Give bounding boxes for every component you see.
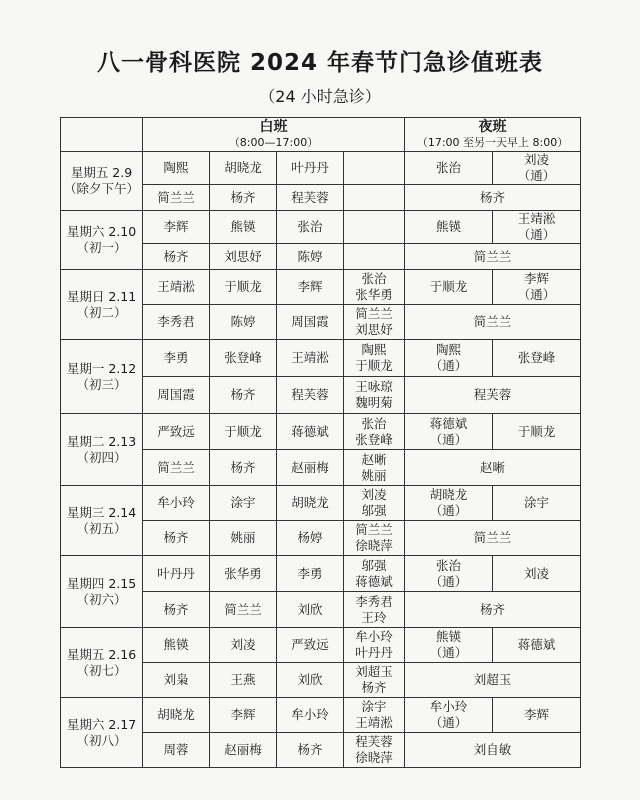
night-shift-cell-text: 张治 (436, 160, 462, 175)
day-shift-cell (210, 486, 277, 521)
night-shift-cell-text: （通） (429, 715, 468, 730)
date-cell-text: （初七） (76, 662, 127, 678)
schedule-row-top (61, 211, 581, 244)
date-cell-text: （初一） (76, 240, 127, 255)
night-shift-cell (493, 211, 581, 244)
day-shift-cell-text: 于顺龙 (355, 358, 393, 373)
day-shift-cell (143, 244, 210, 270)
day-shift-cell (143, 733, 210, 768)
night-shift-cell (493, 698, 581, 733)
night-shift-cell (493, 628, 581, 663)
night-shift-cell (405, 663, 581, 698)
day-shift-cell-text: 程芙蓉 (291, 189, 329, 205)
day-shift-hours: （8:00—17:00） (228, 135, 319, 149)
day-shift-cell (277, 244, 344, 270)
date-cell-text: 星期日 2.11 (66, 288, 137, 304)
night-shift-cell-text: （通） (517, 227, 556, 242)
date-cell-text: （初二） (76, 304, 127, 320)
day-shift-cell-text: 陶熙 (361, 342, 387, 357)
night-shift-cell-text: 蒋德斌 (429, 415, 468, 431)
day-shift-cell-text: 胡晓龙 (157, 707, 195, 722)
day-shift-cell-text: 杨齐 (230, 189, 256, 205)
day-shift-cell (143, 592, 210, 628)
schedule-row-top (61, 152, 581, 185)
night-shift-cell-text: 刘自敏 (473, 742, 512, 757)
day-shift-cell-text: 张登峰 (224, 350, 262, 365)
day-shift-cell-text: 于顺龙 (224, 423, 262, 439)
night-shift-cell (405, 556, 493, 592)
night-shift-cell-text: （通） (429, 645, 468, 660)
night-shift-cell-text: 杨齐 (480, 189, 506, 205)
day-shift-cell-text: 周蓉 (163, 742, 189, 757)
night-shift-cell (405, 628, 493, 663)
day-shift-cell-text: 牟小玲 (355, 629, 393, 644)
night-shift-cell-text: 涂宇 (524, 495, 550, 510)
night-shift-cell-text: 陶熙 (436, 342, 462, 357)
day-shift-cell-text: 杨齐 (163, 248, 189, 264)
night-shift-cell-text: 简兰兰 (473, 314, 512, 329)
day-shift-cell-text: 赵晰 (361, 451, 387, 467)
day-shift-cell-text: 杨齐 (230, 387, 256, 402)
day-shift-cell (210, 340, 277, 377)
day-shift-cell-text: 张治 (361, 271, 387, 286)
day-shift-cell (277, 270, 344, 305)
day-shift-cell-text: 涂宇 (230, 495, 256, 510)
day-shift-cell-text: 叶丹丹 (291, 160, 329, 175)
day-shift-cell (344, 663, 405, 698)
day-shift-cell-text: 徐晓萍 (355, 538, 393, 553)
night-shift-cell-text: 刘凌 (524, 565, 550, 581)
day-shift-cell (143, 698, 210, 733)
day-shift-cell (344, 211, 405, 244)
header-row (61, 118, 581, 152)
day-shift-cell (210, 377, 277, 414)
day-shift-cell-text: 刘思妤 (224, 248, 262, 264)
day-shift-cell (210, 270, 277, 305)
day-shift-cell (143, 556, 210, 592)
night-shift-cell (405, 733, 581, 768)
schedule-row-top (61, 340, 581, 377)
day-shift-cell-text: 刘思妤 (355, 322, 393, 337)
day-shift-cell (210, 305, 277, 340)
day-shift-cell-text: 张治 (361, 415, 387, 431)
date-cell-text: 星期六 2.17 (66, 716, 137, 732)
day-shift-cell (210, 556, 277, 592)
day-shift-cell (277, 152, 344, 185)
day-shift-cell-text: 赵丽梅 (224, 742, 262, 757)
day-shift-cell-text: 蒋德斌 (355, 573, 393, 589)
day-shift-cell-text: 刘欣 (297, 601, 323, 617)
day-shift-cell (143, 377, 210, 414)
day-shift-cell (277, 592, 344, 628)
day-shift-cell (344, 592, 405, 628)
day-shift-cell (143, 414, 210, 450)
day-shift-cell (344, 450, 405, 486)
day-shift-cell-text: 邬强 (361, 557, 387, 573)
day-shift-cell-text: 杨齐 (297, 742, 323, 757)
day-shift-cell (344, 244, 405, 270)
date-cell-text: （初八） (76, 732, 127, 748)
page-title: 八一骨科医院 2024 年春节门急诊值班表 (96, 50, 544, 76)
night-shift-cell (405, 185, 581, 211)
day-shift-cell (277, 305, 344, 340)
day-shift-cell-text: 李辉 (230, 707, 256, 722)
day-shift-cell (277, 556, 344, 592)
date-cell-text: （除夕下午） (63, 181, 139, 196)
day-shift-cell-text: 刘凌 (230, 637, 256, 652)
night-shift-header (405, 118, 581, 152)
day-shift-cell-text: 叶丹丹 (157, 565, 195, 581)
night-shift-cell (405, 450, 581, 486)
night-shift-cell-text: （通） (517, 287, 556, 302)
day-shift-cell (143, 305, 210, 340)
night-shift-cell-text: （通） (429, 503, 468, 518)
day-shift-cell (210, 414, 277, 450)
night-shift-cell-text: 李辉 (524, 707, 550, 722)
date-cell (61, 486, 143, 556)
day-shift-cell-text: 姚丽 (361, 467, 387, 483)
night-shift-cell (493, 414, 581, 450)
day-shift-cell-text: 严致远 (291, 637, 329, 652)
date-cell (61, 628, 143, 698)
day-shift-cell-text: 王靖淞 (355, 715, 393, 730)
date-cell (61, 270, 143, 340)
night-shift-cell-text: 于顺龙 (429, 279, 468, 294)
day-shift-cell-text: 叶丹丹 (355, 645, 393, 660)
night-shift-cell-text: 赵晰 (480, 459, 506, 475)
date-cell-text: （初五） (76, 520, 127, 536)
schedule-table (60, 117, 581, 768)
day-shift-cell-text: 王靖淞 (291, 350, 329, 365)
date-cell-text: （初三） (76, 376, 127, 392)
day-shift-cell (344, 521, 405, 556)
day-shift-cell-text: 李秀君 (157, 314, 195, 329)
day-shift-cell-text: 程芙蓉 (355, 734, 393, 749)
night-shift-cell (405, 244, 581, 270)
day-shift-cell-text: 蒋德斌 (291, 423, 329, 439)
day-shift-cell-text: 熊锳 (163, 637, 189, 652)
night-shift-cell (405, 377, 581, 414)
day-shift-cell-text: 程芙蓉 (291, 387, 329, 402)
day-shift-cell-text: 李辉 (297, 279, 323, 294)
night-shift-cell (493, 152, 581, 185)
night-shift-cell (405, 486, 493, 521)
night-shift-cell-text: （通） (517, 168, 556, 183)
day-shift-cell-text: 于顺龙 (224, 279, 262, 294)
day-shift-cell (143, 663, 210, 698)
night-shift-cell-text: 张治 (436, 557, 462, 573)
day-shift-cell-text: 周国霞 (291, 314, 329, 329)
date-cell-text: 星期一 2.12 (66, 360, 137, 376)
day-shift-cell (210, 185, 277, 211)
day-shift-cell-text: 牟小玲 (291, 707, 329, 722)
night-shift-cell-text: 简兰兰 (473, 248, 512, 264)
day-shift-cell (143, 152, 210, 185)
day-shift-cell-text: 王靖淞 (157, 279, 195, 294)
day-shift-cell (143, 628, 210, 663)
day-shift-cell-text: 杨齐 (163, 530, 189, 545)
date-cell (61, 211, 143, 270)
night-shift-cell-text: 刘凌 (524, 152, 550, 167)
night-shift-cell (405, 592, 581, 628)
day-shift-cell-text: 李辉 (163, 219, 189, 234)
day-shift-cell-text: 赵丽梅 (291, 459, 329, 475)
day-shift-cell-text: 姚丽 (230, 530, 256, 545)
night-shift-label: 夜班 (478, 118, 507, 135)
day-shift-cell-text: 简兰兰 (355, 306, 393, 321)
day-shift-cell (210, 698, 277, 733)
day-shift-cell (277, 414, 344, 450)
day-shift-cell (344, 152, 405, 185)
night-shift-cell-text: 胡晓龙 (429, 487, 468, 502)
day-shift-cell (277, 377, 344, 414)
day-shift-cell-text: 陈婷 (297, 248, 323, 264)
schedule-row-top (61, 556, 581, 592)
day-shift-cell (344, 486, 405, 521)
day-shift-cell-text: 熊锳 (230, 219, 256, 234)
day-shift-cell (344, 414, 405, 450)
day-shift-cell (344, 270, 405, 305)
day-shift-cell (210, 211, 277, 244)
night-shift-cell (493, 486, 581, 521)
day-shift-cell-text: 简兰兰 (157, 189, 195, 205)
day-shift-cell (210, 663, 277, 698)
night-shift-cell-text: 熊锳 (436, 219, 462, 234)
day-shift-cell (277, 486, 344, 521)
day-shift-cell-text: 刘欣 (297, 672, 323, 687)
day-shift-cell-text: 王燕 (230, 672, 256, 687)
day-shift-cell (344, 556, 405, 592)
day-shift-cell-text: 李秀君 (355, 593, 393, 609)
night-shift-cell (493, 340, 581, 377)
night-shift-cell-text: （通） (429, 358, 468, 373)
day-shift-cell (143, 211, 210, 244)
night-shift-cell-text: 简兰兰 (473, 530, 512, 545)
day-shift-cell (210, 152, 277, 185)
schedule-row-top (61, 698, 581, 733)
day-shift-cell-text: 刘超玉 (355, 664, 393, 679)
day-shift-cell (277, 698, 344, 733)
day-shift-cell (143, 340, 210, 377)
day-shift-cell (143, 521, 210, 556)
date-cell (61, 152, 143, 211)
night-shift-cell-text: 熊锳 (436, 629, 462, 644)
schedule-row-top (61, 486, 581, 521)
day-shift-cell-text: 杨婷 (297, 530, 323, 545)
night-shift-cell (493, 270, 581, 305)
day-shift-cell-text: 严致远 (157, 423, 195, 439)
day-shift-cell (344, 733, 405, 768)
day-shift-cell (143, 450, 210, 486)
night-shift-cell-text: 于顺龙 (517, 423, 556, 439)
date-cell (61, 556, 143, 628)
day-shift-cell-text: 杨齐 (361, 680, 387, 695)
day-shift-cell (277, 340, 344, 377)
night-shift-cell (405, 698, 493, 733)
date-cell-text: 星期四 2.15 (66, 575, 137, 591)
day-shift-cell-text: 张华勇 (224, 565, 262, 581)
night-shift-cell-text: 张登峰 (517, 350, 556, 365)
day-shift-cell-text: 胡晓龙 (224, 160, 262, 175)
day-shift-cell (210, 244, 277, 270)
day-shift-cell-text: 王咏琼 (355, 379, 393, 394)
night-shift-cell-text: 王靖淞 (517, 211, 556, 226)
day-shift-cell (277, 663, 344, 698)
date-cell-text: 星期六 2.10 (66, 224, 137, 239)
night-shift-cell (405, 211, 493, 244)
page-subtitle: （24 小时急诊） (259, 87, 381, 106)
night-shift-hours: （17:00 至另一天早上 8:00） (416, 135, 569, 149)
day-shift-cell-text: 张登峰 (355, 431, 393, 447)
day-shift-cell-text: 张治 (297, 219, 323, 234)
day-shift-cell (344, 628, 405, 663)
day-shift-header (143, 118, 405, 152)
night-shift-cell-text: 刘超玉 (473, 672, 512, 687)
day-shift-cell-text: 简兰兰 (224, 601, 262, 617)
day-shift-cell (277, 185, 344, 211)
day-shift-cell (344, 698, 405, 733)
night-shift-cell (405, 305, 581, 340)
date-cell (61, 698, 143, 768)
date-cell-text: （初六） (76, 591, 127, 607)
night-shift-cell (405, 414, 493, 450)
schedule-row-top (61, 628, 581, 663)
day-shift-cell (344, 185, 405, 211)
day-shift-cell-text: 刘凌 (361, 487, 387, 502)
day-shift-cell (143, 185, 210, 211)
day-shift-cell-text: 杨齐 (163, 601, 189, 617)
day-shift-cell (210, 521, 277, 556)
date-cell (61, 340, 143, 414)
night-shift-cell (405, 521, 581, 556)
day-shift-cell-text: 周国霞 (157, 387, 195, 402)
date-cell-text: 星期二 2.13 (66, 433, 137, 449)
day-shift-cell (277, 628, 344, 663)
day-shift-cell (344, 305, 405, 340)
day-shift-cell-text: 王玲 (361, 609, 387, 625)
day-shift-cell (277, 521, 344, 556)
night-shift-cell-text: （通） (429, 573, 468, 589)
day-shift-cell-text: 邬强 (361, 503, 387, 518)
day-shift-cell-text: 李勇 (163, 350, 189, 365)
day-shift-cell-text: 张华勇 (355, 287, 393, 302)
night-shift-cell (405, 340, 493, 377)
day-shift-cell (277, 733, 344, 768)
day-shift-cell-text: 魏明菊 (355, 395, 393, 410)
schedule-row-top (61, 414, 581, 450)
day-shift-cell (277, 211, 344, 244)
day-shift-cell (210, 450, 277, 486)
date-cell-text: （初四） (76, 449, 127, 465)
day-shift-cell (277, 450, 344, 486)
day-shift-cell-text: 胡晓龙 (291, 495, 329, 510)
date-cell (61, 414, 143, 486)
corner-cell (61, 118, 143, 152)
day-shift-cell (344, 377, 405, 414)
night-shift-cell-text: 杨齐 (480, 601, 506, 617)
day-shift-cell-text: 陶熙 (163, 160, 189, 175)
day-shift-cell-text: 刘枭 (163, 672, 189, 687)
schedule-row-top (61, 270, 581, 305)
date-cell-text: 星期三 2.14 (66, 504, 137, 520)
night-shift-cell (493, 556, 581, 592)
night-shift-cell-text: 程芙蓉 (473, 387, 512, 402)
night-shift-cell (405, 270, 493, 305)
day-shift-cell (210, 628, 277, 663)
night-shift-cell (405, 152, 493, 185)
day-shift-cell-text: 陈婷 (230, 314, 256, 329)
day-shift-cell-text: 简兰兰 (157, 459, 195, 475)
date-cell-text: 星期五 2.16 (66, 646, 137, 662)
day-shift-cell-text: 简兰兰 (355, 522, 393, 537)
date-cell-text: 星期五 2.9 (70, 165, 133, 180)
day-shift-cell (143, 486, 210, 521)
day-shift-cell (143, 270, 210, 305)
day-shift-label: 白班 (259, 118, 288, 135)
night-shift-cell-text: 李辉 (524, 271, 550, 286)
day-shift-cell-text: 牟小玲 (157, 495, 195, 510)
night-shift-cell-text: 蒋德斌 (517, 637, 556, 652)
night-shift-cell-text: （通） (429, 431, 468, 447)
day-shift-cell (210, 592, 277, 628)
night-shift-cell-text: 牟小玲 (429, 699, 468, 714)
day-shift-cell (210, 733, 277, 768)
day-shift-cell-text: 徐晓萍 (355, 750, 393, 765)
day-shift-cell (344, 340, 405, 377)
day-shift-cell-text: 李勇 (297, 565, 323, 581)
day-shift-cell-text: 杨齐 (230, 459, 256, 475)
day-shift-cell-text: 涂宇 (361, 699, 387, 714)
